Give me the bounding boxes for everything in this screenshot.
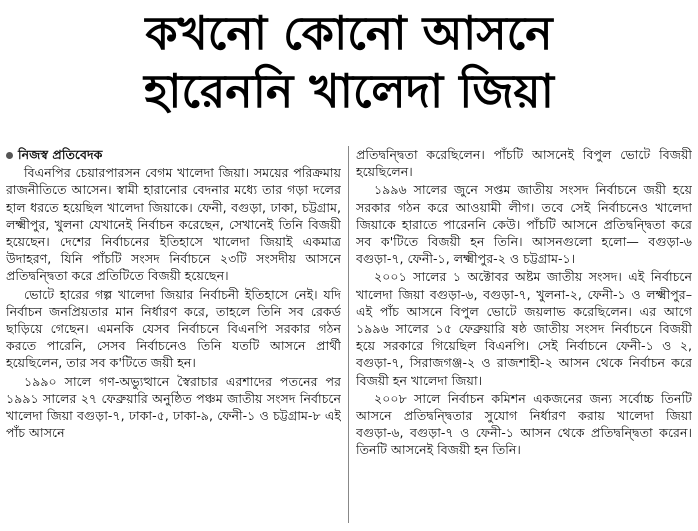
paragraph: ২০০১ সালের ১ অক্টোবর অষ্টম জাতীয় সংসদ। এই নির্বাচনে খালেদা জিয়া বগুড়া-৬, বগুড়া-৭, খুলনা-২, ফেনী-১ ও লক্ষ্মীপুর– এই পাঁচ আসনে বিপুল ভোটে জয়লাভ করেছিলেন। এর আগে ১৯৯৬ সালের ১৫ ফেব্রুয়ারি ষষ্ঠ জাতীয় সংসদ নির্বাচনে বিজয়ী হয়ে সরকারে গিয়েছিল বিএনপি। সেই নির্বাচনে ফেনী-১ ও ২, বগুড়া-৭, সিরাজগঞ্জ-২ ও রাজশাহী-২ আসন থেকে নির্বাচন করে বিজয়ী হন খালেদা জিয়া। <box>356 269 692 388</box>
paragraph: ১৯৯০ সালে গণ-অভ্যুত্থানে স্বৈরাচার এরশাদের পতনের পর ১৯৯১ সালের ২৭ ফেব্রুয়ারি অনুষ্ঠিত পঞ্চম জাতীয় সংসদ নির্বাচনে খালেদা জিয়া বগুড়া-৭, ঢাকা-৫, ঢাকা-৯, ফেনী-১ ও চট্টগ্রাম-৮ এই পাঁচ আসনে <box>6 373 341 441</box>
paragraph: ১৯৯৬ সালের জুনে সপ্তম জাতীয় সংসদ নির্বাচনে জয়ী হয়ে সরকার গঠন করে আওয়ামী লীগ। তবে সেই নির্বাচনেও খালেদা জিয়াকে হারাতে পারেননি কেউ। পাঁচটি আসনে প্রতিদ্বন্দ্বিতা করে সব ক'টিতে বিজয়ী হন তিনি। আসনগুলো হলো— বগুড়া-৬ বগুড়া-৭, ফেনী-১, লক্ষ্মীপুর-২ ও চট্টগ্রাম-১। <box>356 182 692 267</box>
paragraph: ২০০৮ সালে নির্বাচন কমিশন একজনের জন্য সর্বোচ্চ তিনটি আসনে প্রতিদ্বন্দ্বিতার সুযোগ নির্ধারণ করায় খালেদা জিয়া বগুড়া-৬, বগুড়া-৭ ও ফেনী-১ আসন থেকে প্রতিদ্বন্দ্বিতা করেন। তিনটি আসনেই বিজয়ী হন তিনি। <box>356 390 692 458</box>
paragraph: বিএনপির চেয়ারপারসন বেগম খালেদা জিয়া। সময়ের পরিক্রমায় রাজনীতিতে আসেন। স্বামী হারানোর বেদনার মধ্যে তার গড়া দলের হাল ধরতে হয়েছিল খালেদা জিয়াকে। ফেনী, বগুড়া, ঢাকা, চট্টগ্রাম, লক্ষ্মীপুর, খুলনা যেখানেই নির্বাচন করেছেন, সেখানেই তিনি বিজয়ী হয়েছেন। দেশের নির্বাচনের ইতিহাসে খালেদা জিয়াই একমাত্র উদাহরণ, যিনি পাঁচটি সংসদ নির্বাচনে ২৩টি সংসদীয় আসনে প্রতিদ্বন্দ্বিতা করে প্রতিটিতে বিজয়ী হয়েছেন। <box>6 165 341 284</box>
byline-text: নিজস্ব প্রতিবেদক <box>18 147 103 162</box>
column-divider <box>348 146 349 523</box>
article-column-left <box>6 146 341 525</box>
byline <box>6 146 341 163</box>
headline-line-1: কখনো কোনো আসনে <box>145 6 553 60</box>
article-column-right <box>356 146 692 525</box>
paragraph: প্রতিদ্বন্দ্বিতা করেছিলেন। পাঁচটি আসনেই বিপুল ভোটে বিজয়ী হয়েছিলেন। <box>356 147 692 180</box>
headline-line-2: হারেননি খালেদা জিয়া <box>144 64 554 118</box>
bullet-icon <box>6 152 13 159</box>
paragraph: ভোটে হারের গল্প খালেদা জিয়ার নির্বাচনী ইতিহাসে নেই। যদি নির্বাচন জনপ্রিয়তার মান নির্ধারণ করে, তাহলে তিনি সব রেকর্ড ছাড়িয়ে গেছেন। এমনকি যেসব নির্বাচনে বিএনপি সরকার গঠন করতে পারেনি, সেসব নির্বাচনেও তিনি যতটি আসনে প্রার্থী হয়েছিলেন, তার সব ক'টিতে জয়ী হন। <box>6 286 341 371</box>
